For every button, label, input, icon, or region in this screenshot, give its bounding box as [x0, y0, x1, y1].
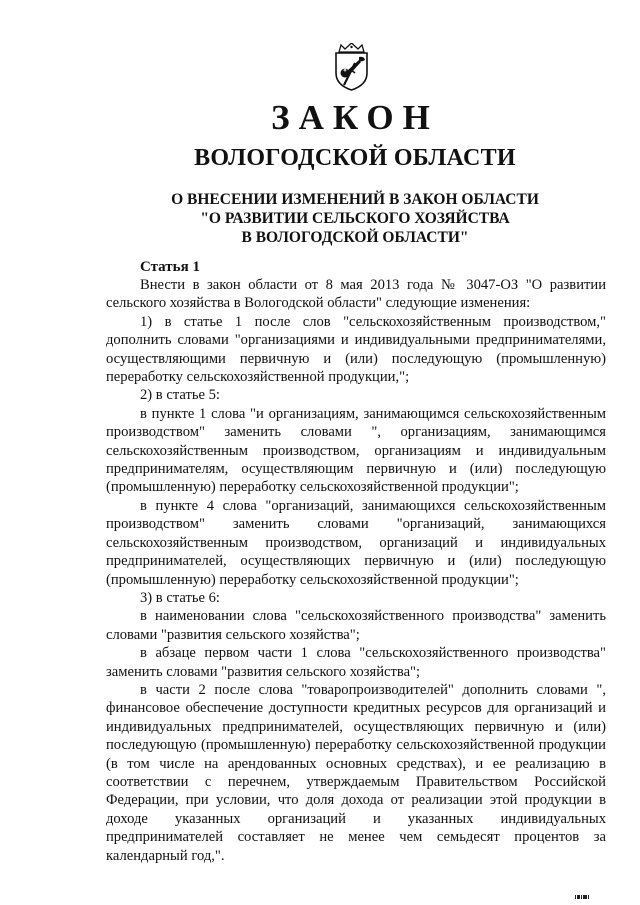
article-paragraph: в абзаце первом части 1 слова "сельскохозяйственного производства" заменить словами "развития сельского хозяйства"; — [106, 645, 606, 680]
article-paragraph: в наименовании слова "сельскохозяйственного производства" заменить словами "развития сельского хозяйства"; — [106, 608, 606, 643]
subject-line: "О РАЗВИТИИ СЕЛЬСКОГО ХОЗЯЙСТВА — [200, 210, 510, 227]
region-title: ВОЛОГОДСКОЙ ОБЛАСТИ — [194, 145, 516, 171]
barcode-mark — [575, 895, 589, 899]
subject-line: О ВНЕСЕНИИ ИЗМЕНЕНИЙ В ЗАКОН ОБЛАСТИ — [171, 191, 539, 208]
article-paragraph: Внести в закон области от 8 мая 2013 года № 3047-ОЗ "О развитии сельского хозяйства в Вологодской области" следующие изменения: — [106, 277, 606, 312]
article-paragraph: в части 2 после слова "товаропроизводителей" дополнить словами ", финансовое обеспечение доступности кредитных ресурсов для организаций и индивидуальных предпринимателей, осуществляющих первичную и (или) последующую (промышленную) переработку сельскохозяйственной продукции (в том числе на арендованных основных средствах), и ее реализацию в соответствии с перечнем, утверждаемым Правительством Российской Федерации, при условии, что доля дохода от реализации этой продукции в доходе указанных организаций и указанных индивидуальных предпринимателей составляет не менее чем семьдесят процентов за календарный год,". — [106, 681, 606, 864]
article-heading: Статья 1 — [140, 259, 200, 275]
article-paragraph: 1) в статье 1 после слов "сельскохозяйственным производством," дополнить словами "организациями и индивидуальными предпринимателями, осуществляющими первичную и (или) последующую (промышленную) переработку сельскохозяйственной продукции,"; — [106, 313, 606, 386]
vologda-coat-of-arms-icon — [331, 43, 372, 91]
article-body — [106, 276, 606, 865]
article-paragraph: в пункте 1 слова "и организациям, занимающимся сельскохозяйственным производством" заменить словами ", организациям, занимающимся сельскохозяйственным производством, организациям и индивидуальным предпринимателям, осуществляющим первичную и (или) последующую (промышленную) переработку сельскохозяйственной продукции"; — [106, 405, 606, 496]
law-title: ЗАКОН — [271, 98, 439, 137]
article-paragraph: в пункте 4 слова "организаций, занимающихся сельскохозяйственным производством" заменить словами "организаций, занимающихся сельскохозяйственным производством, организаций и индивидуальных предпринимателей, осуществляющих первичную и (или) последующую (промышленную) переработку сельскохозяйственной продукции"; — [106, 497, 606, 588]
subject-line: В ВОЛОГОДСКОЙ ОБЛАСТИ" — [241, 229, 469, 246]
law-subject — [0, 190, 640, 247]
article-paragraph: 2) в статье 5: — [140, 387, 220, 404]
article-paragraph: 3) в статье 6: — [140, 589, 220, 606]
